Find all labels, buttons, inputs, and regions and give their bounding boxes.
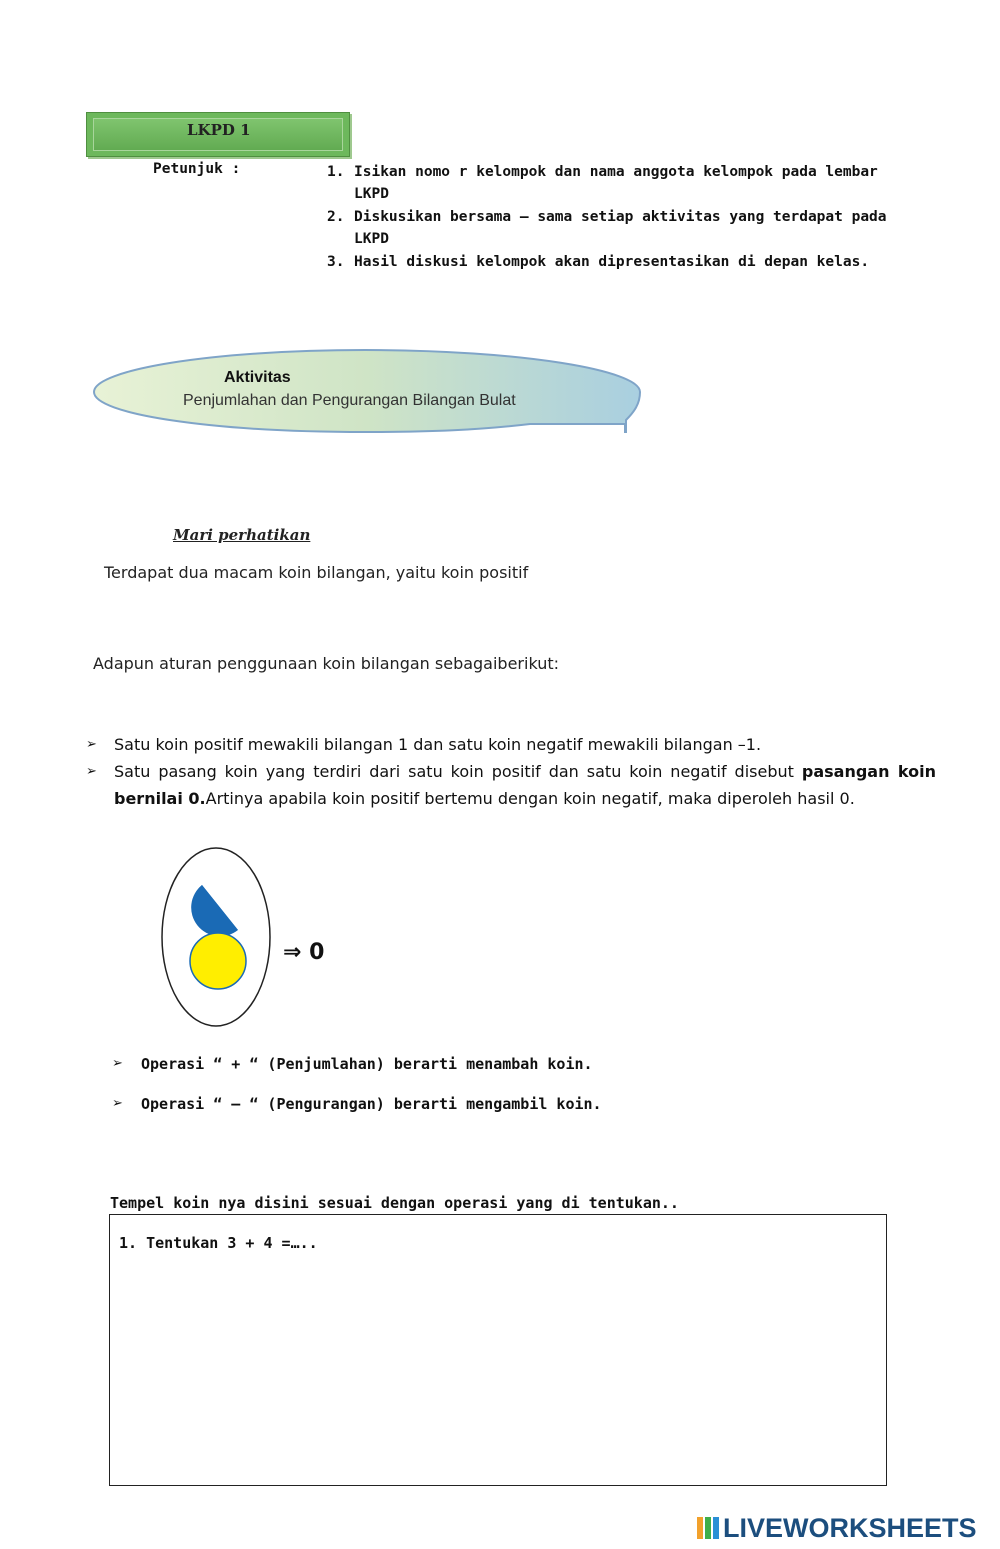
intro-text: Terdapat dua macam koin bilangan, yaitu koin positif — [104, 563, 529, 582]
lkpd-title: LKPD 1 — [187, 121, 251, 139]
instruction-text: Diskusikan bersama – sama setiap aktivitas yang terdapat pada LKPD — [354, 209, 887, 247]
lkpd-title-box — [86, 112, 350, 157]
exercise-question: 1. Tentukan 3 + 4 =….. — [119, 1234, 318, 1252]
rules-intro-text: Adapun aturan penggunaan koin bilangan sebagaiberikut: — [93, 654, 560, 673]
negative-coin-shape-fill — [191, 885, 238, 936]
activity-bubble-shape — [94, 350, 640, 432]
answer-drop-area[interactable] — [109, 1214, 887, 1486]
rule-text: Satu koin positif mewakili bilangan 1 dan satu koin negatif mewakili bilangan –1. — [114, 735, 762, 754]
petunjuk-label: Petunjuk : — [153, 161, 241, 177]
operation-text: Operasi “ + “ (Penjumlahan) berarti menambah koin. — [141, 1055, 593, 1073]
instruction-number: 1. — [327, 164, 345, 180]
exercise-instruction: Tempel koin nya disini sesuai dengan operasi yang di tentukan.. — [110, 1194, 679, 1212]
arrow-bullet-icon: ➢ — [112, 1096, 123, 1111]
instruction-number: 2. — [327, 209, 345, 225]
rule-text-part: Satu pasang koin yang terdiri dari satu koin positif dan satu koin negatif disebut — [114, 762, 794, 781]
rule-text — [114, 758, 936, 812]
implies-zero: ⇒ 0 — [283, 940, 325, 965]
zero-pair-illustration — [150, 842, 280, 1032]
instruction-text: Isikan nomo r kelompok dan nama anggota kelompok pada lembar LKPD — [354, 164, 878, 202]
instruction-number: 3. — [327, 254, 345, 270]
activity-subtitle: Penjumlahan dan Pengurangan Bilangan Bulat — [183, 392, 516, 409]
instruction-text: Hasil diskusi kelompok akan dipresentasikan di depan kelas. — [354, 254, 870, 270]
arrow-bullet-icon: ➢ — [86, 737, 97, 752]
brand-logo — [697, 1514, 977, 1542]
liveworksheets-logo-icon — [697, 1517, 719, 1539]
rule-text-part: Artinya apabila koin positif bertemu dengan koin negatif, maka diperoleh hasil 0. — [205, 789, 855, 808]
arrow-bullet-icon: ➢ — [112, 1056, 123, 1071]
section-heading: Mari perhatikan — [173, 526, 311, 544]
arrow-bullet-icon: ➢ — [86, 764, 97, 779]
brand-name: LIVEWORKSHEETS — [723, 1512, 977, 1543]
activity-title: Aktivitas — [224, 369, 291, 386]
operation-text: Operasi “ – “ (Pengurangan) berarti mengambil koin. — [141, 1095, 602, 1113]
rule-text-bold: pasangan koin bernilai 0. — [114, 762, 937, 808]
positive-coin — [190, 933, 246, 989]
